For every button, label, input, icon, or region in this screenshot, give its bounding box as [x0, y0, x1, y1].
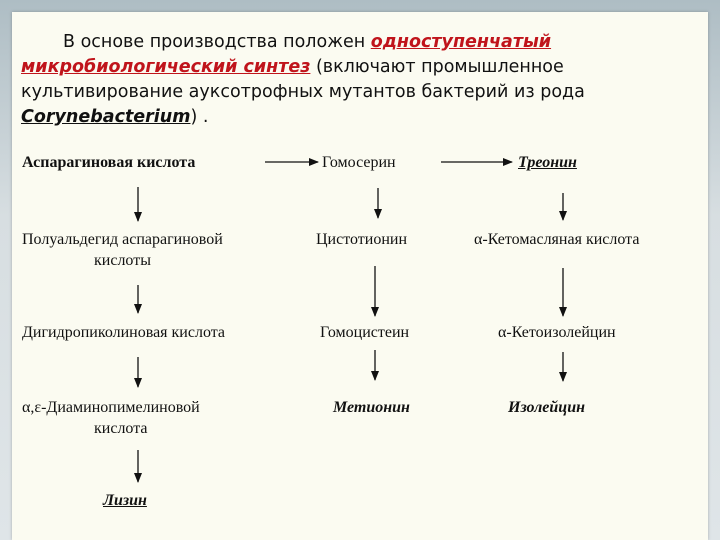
node-aspartic-acid: Аспарагиновая кислота: [22, 154, 196, 171]
node-homocysteine: Гомоцистеин: [320, 324, 410, 341]
node-homoserine: Гомосерин: [322, 154, 396, 171]
intro-genus: Corynebacterium: [21, 107, 191, 127]
node-diaminopimelic-acid-line1: α,ε-Диаминопимелиновой: [22, 399, 200, 416]
node-aspartate-semialdehyde-line1: Полуальдегид аспарагиновой: [22, 231, 223, 248]
intro-text-middle: (включают промышленное культивирование ауксотрофных мутантов бактерий из рода: [21, 57, 585, 102]
node-isoleucine: Изолейцин: [508, 399, 585, 416]
node-lysine: Лизин: [103, 492, 147, 509]
node-alpha-ketoisoleucine: α-Кетоизолейцин: [498, 324, 616, 341]
intro-text-start: В основе производства положен: [63, 32, 371, 52]
intro-highlight: одноступенчатый микробиологический синтез: [21, 32, 552, 77]
node-alpha-ketobutyric-acid: α-Кетомасляная кислота: [474, 231, 640, 248]
node-diaminopimelic-acid-line2: кислота: [94, 420, 148, 437]
intro-text-end: ) .: [190, 107, 209, 127]
node-aspartate-semialdehyde-line2: кислоты: [94, 252, 151, 269]
node-dihydropicolinic-acid: Дигидропиколиновая кислота: [22, 324, 226, 341]
node-methionine: Метионин: [333, 399, 410, 416]
node-cystathionine: Цистотионин: [316, 231, 408, 248]
node-threonine: Треонин: [518, 154, 577, 171]
